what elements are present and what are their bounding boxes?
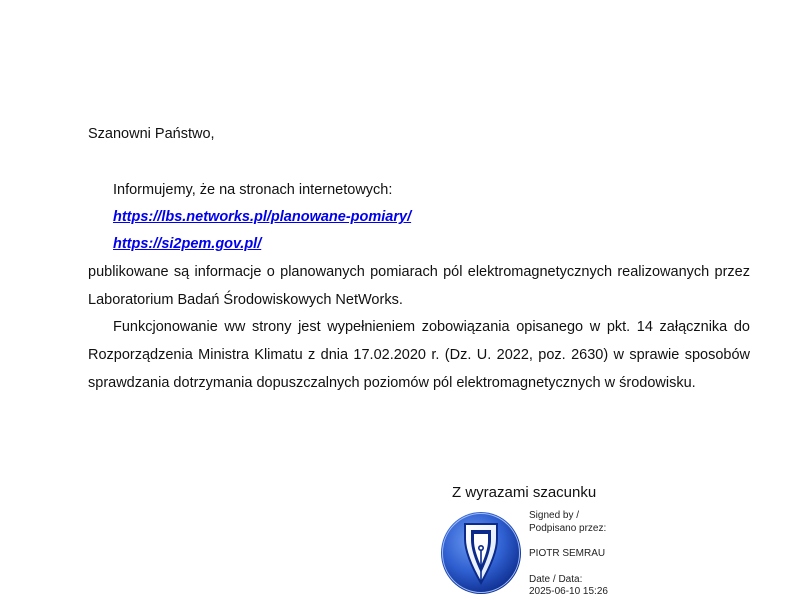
link-lbs-networks[interactable]: https://lbs.networks.pl/planowane-pomiary/ [113, 209, 412, 225]
intro-text: Informujemy, że na stronach internetowych: [113, 182, 393, 198]
fountain-pen-nib-icon [440, 511, 522, 595]
paragraph-obligation: Funkcjonowanie ww strony jest wypełnieniem zobowiązania opisanego w pkt. 14 załącznika do Rozporządzenia Ministra Klimatu z dnia 17.02.2020 r. (Dz. U. 2022, poz. 2630) w sprawie sposobów sprawdzania dotrzymania dopuszczalnych poziomów pól elektromagnetycznych w środowisku. [88, 319, 750, 391]
signed-by-label: Signed by / [529, 510, 580, 521]
signed-by-label-pl: Podpisano przez: [529, 522, 607, 534]
date-label: Date / Data: [529, 573, 583, 585]
closing-phrase: Z wyrazami szacunku [452, 484, 597, 501]
link-si2pem[interactable]: https://si2pem.gov.pl/ [113, 236, 262, 252]
signer-name: PIOTR SEMRAU [529, 548, 606, 559]
salutation: Szanowni Państwo, [88, 126, 215, 142]
paragraph-published-info: publikowane są informacje o planowanych pomiarach pól elektromagnetycznych realizowanych przez Laboratorium Badań Środowiskowych NetWorks. [88, 264, 750, 308]
date-value: 2025-06-10 15:26 [529, 586, 608, 597]
signature-details [529, 510, 608, 599]
